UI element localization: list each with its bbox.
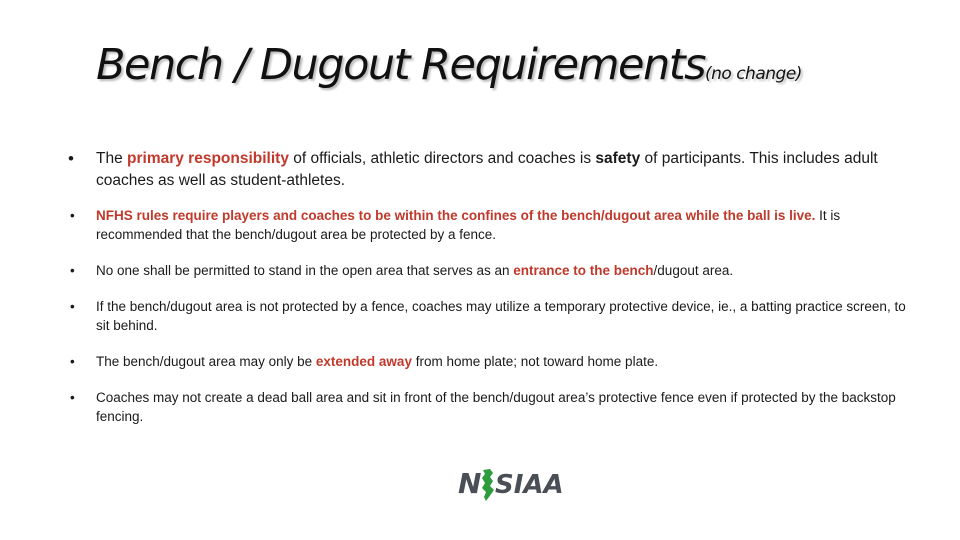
title-note: (no change)	[705, 64, 802, 84]
text-run: No one shall be permitted to stand in the open area that serves as an	[96, 263, 514, 278]
text-run: The	[96, 150, 128, 167]
title-main: Bench / Dugout Requirements	[96, 40, 705, 90]
bullet-marker: •	[70, 390, 75, 405]
highlight-primary-responsibility: primary responsibility	[127, 150, 289, 167]
text-run: The bench/dugout area may only be	[96, 354, 316, 369]
bullet-item-protective-device	[58, 297, 908, 335]
bullet-marker: •	[70, 208, 75, 223]
bullet-marker: •	[70, 263, 75, 278]
logo-letters-siaa: SIAA	[495, 470, 564, 500]
bullet-marker: •	[70, 354, 75, 369]
bullet-text	[96, 150, 878, 189]
logo-letter-n: N	[458, 467, 482, 500]
bullet-item-nfhs-rules	[58, 206, 908, 244]
bullet-text: If the bench/dugout area is not protected by a fence, coaches may utilize a temporary protective device, ie., a batting practice screen, to sit behind.	[96, 299, 906, 333]
emphasis-safety: safety	[595, 150, 641, 167]
bullet-marker: •	[70, 299, 75, 314]
text-run: of officials, athletic directors and coaches is	[288, 150, 596, 167]
bullet-text	[96, 354, 658, 369]
text-run: /dugout area.	[653, 263, 734, 278]
text-run: of participants. This includes adult coaches as well as student-athletes.	[96, 150, 878, 189]
bullet-item-extended-away	[58, 352, 908, 371]
bullet-text	[96, 208, 840, 242]
njsiaa-logo	[456, 464, 568, 502]
bullet-item-open-area	[58, 261, 908, 280]
text-run: It is recommended that the bench/dugout area be protected by a fence.	[96, 208, 841, 242]
bullet-list	[58, 148, 908, 443]
highlight-entrance: entrance to the bench	[513, 263, 654, 278]
bullet-text	[96, 263, 733, 278]
bullet-item-dead-ball	[58, 388, 908, 426]
highlight-extended-away: extended away	[315, 354, 412, 369]
bullet-item-responsibility	[58, 148, 908, 192]
bullet-marker: •	[68, 149, 74, 168]
slide-title	[96, 40, 802, 90]
highlight-nfhs-rule: NFHS rules require players and coaches to be within the confines of the bench/dugout area while the ball is live.	[96, 208, 816, 223]
bullet-text: Coaches may not create a dead ball area and sit in front of the bench/dugout area’s protective fence even if protected by the backstop fencing.	[96, 390, 896, 424]
new-jersey-state-icon	[482, 469, 494, 501]
text-run: from home plate; not toward home plate.	[411, 354, 659, 369]
